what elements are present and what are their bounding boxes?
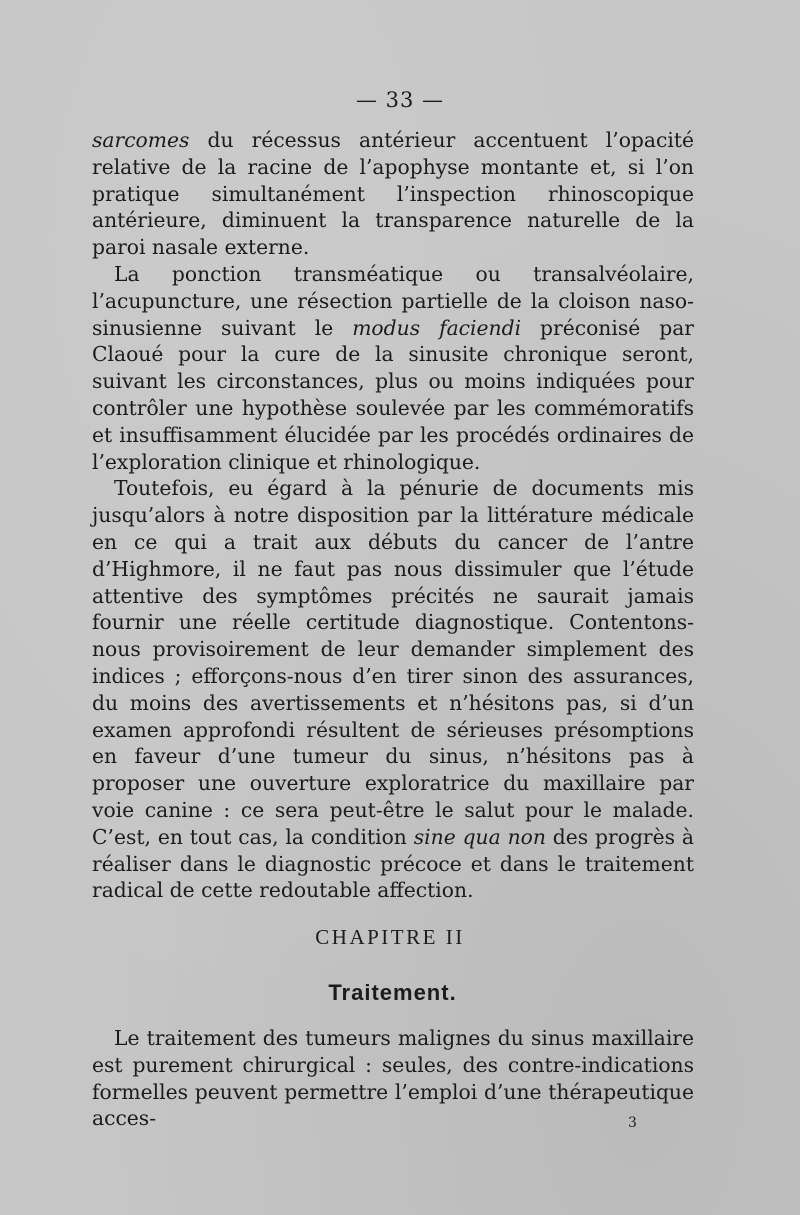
italic-term: sarcomes <box>92 128 190 152</box>
paragraph-text: des progrès à réaliser dans le diagnostic précoce et dans le traitement radical de cette redoutable affection. <box>92 824 694 903</box>
paragraph-text: Toutefois, eu égard à la pénurie de documents mis jusqu’alors à notre disposition par la littérature médicale en ce qui a trait aux débuts du cancer de l’antre d’Highmore, il ne faut pas nous dissimuler que l’étude attentive des symptômes précités ne saurait jamais fournir une réelle certitude diagnostique. Contentons-nous provisoirement de leur demander simplement des indices ; efforçons-nous d’en tirer sinon des assurances, du moins des avertissements et n’hésitons pas, si d’un examen approfondi résultent de sérieuses présomptions en faveur d’une tumeur du sinus, n’hésitons pas à proposer une ouverture exploratrice du maxillaire par voie canine : ce sera peut-être le salut pour le malade. C’est, en tout cas, la condition <box>92 476 694 849</box>
paragraph-text: La ponction transméatique ou transalvéolaire, l’acupuncture, une résection partielle de la cloison naso-sinusienne suivant le <box>92 261 694 340</box>
paragraph-2 <box>92 261 694 475</box>
paragraph-3 <box>92 475 694 904</box>
italic-term: sine qua non <box>413 824 546 849</box>
page-number: — 33 — <box>355 88 445 112</box>
paragraph-text: Le traitement des tumeurs malignes du sinus maxillaire est purement chirurgical : seules, des contre-indications formelles peuvent permettre l’emploi d’une thérapeutique acces- <box>92 1026 694 1131</box>
paragraph-text: du récessus antérieur accentuent l’opacité relative de la racine de l’apophyse montante et, si l’on pratique simultanément l’inspection rhinoscopique antérieure, diminuent la transparence naturelle de la paroi nasale externe. <box>92 128 694 260</box>
chapter-heading: CHAPITRE II <box>315 925 465 949</box>
body-text-top <box>92 127 694 904</box>
paragraph-4 <box>92 1025 694 1132</box>
paragraph-1 <box>92 127 694 261</box>
section-heading: Traitement. <box>328 980 457 1005</box>
paragraph-text: préconisé par Claoué pour la cure de la sinusite chronique seront, suivant les circonstances, plus ou moins indiquées pour contrôler une hypothèse soulevée par les commémoratifs et insuffisamment élucidée par les procédés ordinaires de l’exploration clinique et rhinologique. <box>92 315 695 474</box>
italic-term: modus faciendi <box>352 315 522 340</box>
signature-mark: 3 <box>628 1115 637 1131</box>
body-text-bottom <box>92 1025 694 1132</box>
